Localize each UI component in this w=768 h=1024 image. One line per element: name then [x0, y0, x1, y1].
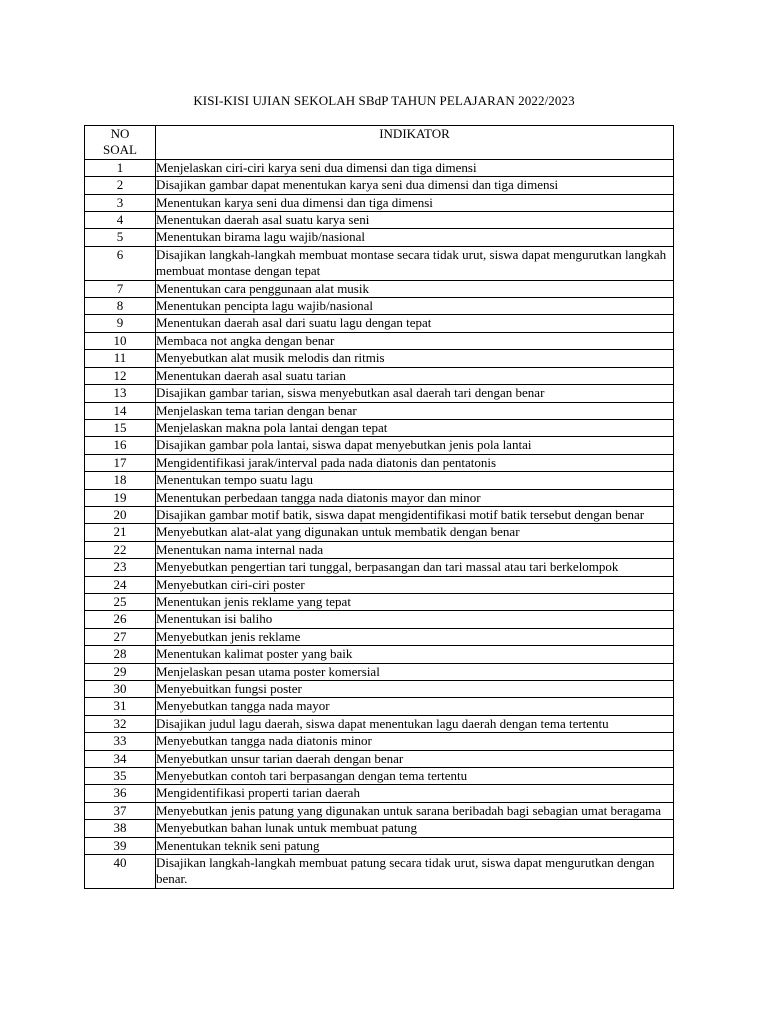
row-number: 16	[85, 437, 156, 454]
table-row	[85, 315, 674, 332]
table-row	[85, 559, 674, 576]
row-indikator: Menentukan daerah asal suatu tarian	[156, 367, 674, 384]
row-indikator: Menentukan tempo suatu lagu	[156, 472, 674, 489]
row-indikator: Menyebutkan alat-alat yang digunakan untuk membatik dengan benar	[156, 524, 674, 541]
row-indikator: Menentukan jenis reklame yang tepat	[156, 593, 674, 610]
row-indikator: Menyebutkan pengertian tari tunggal, berpasangan dan tari massal atau tari berkelompok	[156, 559, 674, 576]
row-number: 26	[85, 611, 156, 628]
row-number: 39	[85, 837, 156, 854]
table-row	[85, 715, 674, 732]
row-indikator: Disajikan gambar pola lantai, siswa dapat menyebutkan jenis pola lantai	[156, 437, 674, 454]
row-indikator: Menentukan pencipta lagu wajib/nasional	[156, 298, 674, 315]
table-row	[85, 663, 674, 680]
row-indikator: Disajikan gambar tarian, siswa menyebutkan asal daerah tari dengan benar	[156, 385, 674, 402]
table-row	[85, 229, 674, 246]
table-row	[85, 280, 674, 297]
table-row	[85, 159, 674, 176]
row-indikator: Menentukan cara penggunaan alat musik	[156, 280, 674, 297]
document-title: KISI-KISI UJIAN SEKOLAH SBdP TAHUN PELAJARAN 2022/2023	[193, 93, 575, 108]
row-indikator: Menyebutkan tangga nada mayor	[156, 698, 674, 715]
row-number: 5	[85, 229, 156, 246]
row-number: 7	[85, 280, 156, 297]
row-number: 36	[85, 785, 156, 802]
row-indikator: Disajikan langkah-langkah membuat patung secara tidak urut, siswa dapat mengurutkan dengan benar.	[156, 855, 674, 889]
table-row	[85, 419, 674, 436]
row-number: 6	[85, 246, 156, 280]
row-number: 38	[85, 820, 156, 837]
row-indikator: Disajikan langkah-langkah membuat montase secara tidak urut, siswa dapat mengurutkan langkah membuat montase dengan tepat	[156, 246, 674, 280]
row-indikator: Menjelaskan tema tarian dengan benar	[156, 402, 674, 419]
table-row	[85, 855, 674, 889]
table-row	[85, 332, 674, 349]
row-number: 21	[85, 524, 156, 541]
table-row	[85, 785, 674, 802]
table-row	[85, 681, 674, 698]
table-row	[85, 733, 674, 750]
header-no-line2: SOAL	[103, 142, 137, 158]
table-row	[85, 298, 674, 315]
table-row	[85, 837, 674, 854]
table-row	[85, 628, 674, 645]
row-number: 18	[85, 472, 156, 489]
table-row	[85, 367, 674, 384]
row-indikator: Menentukan karya seni dua dimensi dan tiga dimensi	[156, 194, 674, 211]
row-number: 8	[85, 298, 156, 315]
row-indikator: Menyebutkan contoh tari berpasangan dengan tema tertentu	[156, 768, 674, 785]
table-row	[85, 194, 674, 211]
row-number: 14	[85, 402, 156, 419]
row-number: 9	[85, 315, 156, 332]
row-number: 2	[85, 177, 156, 194]
row-number: 32	[85, 715, 156, 732]
row-number: 11	[85, 350, 156, 367]
table-row	[85, 454, 674, 471]
row-number: 13	[85, 385, 156, 402]
row-number: 25	[85, 593, 156, 610]
row-indikator: Disajikan judul lagu daerah, siswa dapat menentukan lagu daerah dengan tema tertentu	[156, 715, 674, 732]
row-indikator: Menjelaskan pesan utama poster komersial	[156, 663, 674, 680]
row-number: 10	[85, 332, 156, 349]
row-indikator: Menyebutkan ciri-ciri poster	[156, 576, 674, 593]
row-indikator: Menentukan teknik seni patung	[156, 837, 674, 854]
table-row	[85, 472, 674, 489]
row-indikator: Menentukan perbedaan tangga nada diatonis mayor dan minor	[156, 489, 674, 506]
table-row	[85, 541, 674, 558]
row-indikator: Menentukan daerah asal dari suatu lagu dengan tepat	[156, 315, 674, 332]
row-indikator: Menyebuitkan fungsi poster	[156, 681, 674, 698]
table-row	[85, 646, 674, 663]
table-row	[85, 437, 674, 454]
row-number: 22	[85, 541, 156, 558]
row-number: 27	[85, 628, 156, 645]
row-indikator: Disajikan gambar motif batik, siswa dapat mengidentifikasi motif batik tersebut dengan benar	[156, 506, 674, 523]
row-indikator: Menyebutkan tangga nada diatonis minor	[156, 733, 674, 750]
row-number: 35	[85, 768, 156, 785]
row-indikator: Menentukan nama internal nada	[156, 541, 674, 558]
table-row	[85, 246, 674, 280]
row-indikator: Mengidentifikasi properti tarian daerah	[156, 785, 674, 802]
table-row	[85, 506, 674, 523]
row-indikator: Menentukan kalimat poster yang baik	[156, 646, 674, 663]
row-number: 3	[85, 194, 156, 211]
table-row	[85, 212, 674, 229]
row-number: 15	[85, 419, 156, 436]
table-row	[85, 698, 674, 715]
header-no-soal	[85, 126, 156, 160]
kisi-kisi-table	[84, 125, 674, 889]
table-row	[85, 385, 674, 402]
table-row	[85, 576, 674, 593]
row-indikator: Menjelaskan ciri-ciri karya seni dua dimensi dan tiga dimensi	[156, 159, 674, 176]
row-number: 1	[85, 159, 156, 176]
table-header-row	[85, 126, 674, 160]
row-number: 29	[85, 663, 156, 680]
row-indikator: Menentukan isi baliho	[156, 611, 674, 628]
row-indikator: Menyebutkan bahan lunak untuk membuat patung	[156, 820, 674, 837]
row-indikator: Menentukan daerah asal suatu karya seni	[156, 212, 674, 229]
row-number: 17	[85, 454, 156, 471]
row-indikator: Menyebutkan alat musik melodis dan ritmis	[156, 350, 674, 367]
row-number: 30	[85, 681, 156, 698]
row-number: 20	[85, 506, 156, 523]
table-row	[85, 802, 674, 819]
row-number: 19	[85, 489, 156, 506]
header-indikator: INDIKATOR	[156, 126, 674, 160]
table-row	[85, 593, 674, 610]
table-row	[85, 768, 674, 785]
row-indikator: Menentukan birama lagu wajib/nasional	[156, 229, 674, 246]
table-row	[85, 611, 674, 628]
table-row	[85, 820, 674, 837]
table-row	[85, 750, 674, 767]
header-no-line1: NO	[110, 126, 130, 141]
row-indikator: Mengidentifikasi jarak/interval pada nada diatonis dan pentatonis	[156, 454, 674, 471]
row-number: 23	[85, 559, 156, 576]
row-indikator: Menjelaskan makna pola lantai dengan tepat	[156, 419, 674, 436]
row-number: 4	[85, 212, 156, 229]
table-row	[85, 489, 674, 506]
row-indikator: Menyebutkan unsur tarian daerah dengan benar	[156, 750, 674, 767]
row-number: 24	[85, 576, 156, 593]
row-number: 12	[85, 367, 156, 384]
row-number: 28	[85, 646, 156, 663]
table-row	[85, 177, 674, 194]
row-number: 34	[85, 750, 156, 767]
row-number: 33	[85, 733, 156, 750]
table-row	[85, 350, 674, 367]
row-indikator: Menyebutkan jenis patung yang digunakan untuk sarana beribadah bagi sebagian umat beragama	[156, 802, 674, 819]
table-row	[85, 402, 674, 419]
table-body	[85, 159, 674, 888]
row-indikator: Membaca not angka dengan benar	[156, 332, 674, 349]
row-number: 37	[85, 802, 156, 819]
row-number: 31	[85, 698, 156, 715]
row-indikator: Disajikan gambar dapat menentukan karya seni dua dimensi dan tiga dimensi	[156, 177, 674, 194]
table-row	[85, 524, 674, 541]
row-indikator: Menyebutkan jenis reklame	[156, 628, 674, 645]
row-number: 40	[85, 855, 156, 889]
